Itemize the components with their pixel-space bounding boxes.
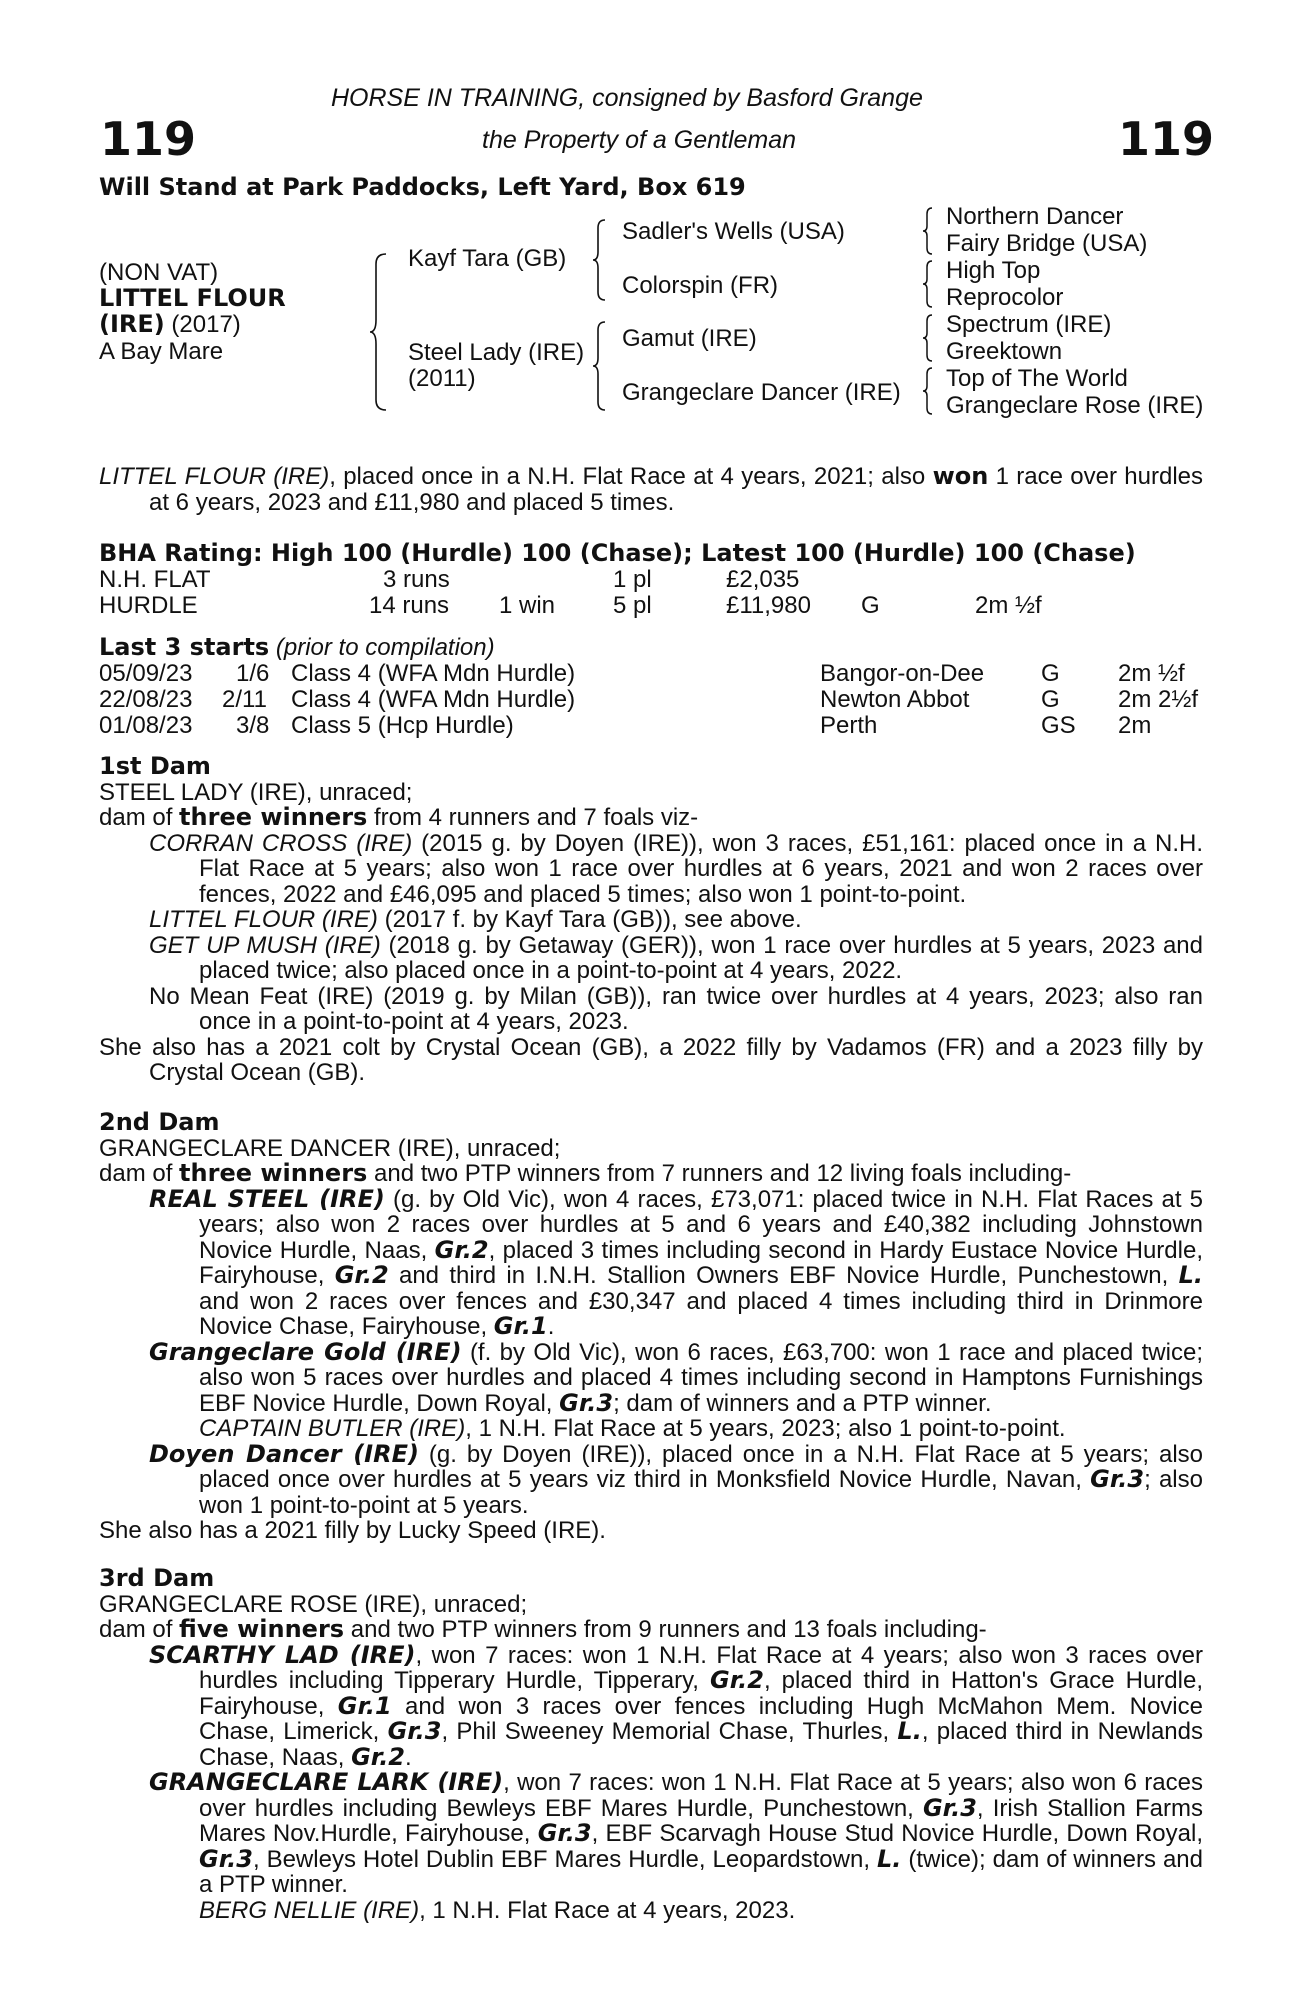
third-dam-entry-2-sub: BERG NELLIE (IRE), 1 N.H. Flat Race at 4 years, 2023. [199,1896,796,1924]
second-dam-entry-2-sub: CAPTAIN BUTLER (IRE), 1 N.H. Flat Race at 5 years, 2023; also 1 point-to-point. [199,1415,1066,1442]
dd-brace [921,366,935,416]
pedigree-ss-dam: Fairy Bridge (USA) [946,230,1148,257]
first-dam-entry-3: GET UP MUSH (IRE) (2018 g. by Getaway (GER)), won 1 race over hurdles at 5 years, 2023 and placed twice; also placed once in a point-to-point at 4 years, 2022. [149,931,1203,984]
second-dam-entry-2: Grangeclare Gold (IRE) (f. by Old Vic), won 6 races, £63,700: won 1 race and placed twice; also won 5 races over hurdles and placed 4 times including second in Hamptons Furnishings EBF Novice Hurdle, Down Royal, Gr.3; dam of winners and a PTP winner. [149,1337,1203,1417]
pedigree-ds-dam: Greektown [946,338,1063,365]
last3-course-2: Perth [820,712,878,739]
record-type-1: HURDLE [99,592,198,619]
lot-number-right: 119 [1118,112,1215,166]
ds-brace [921,313,935,363]
horse-country-year [99,312,241,338]
first-dam-name: STEEL LADY (IRE), unraced; [99,778,413,806]
pedigree-sd-sire: High Top [946,257,1041,284]
last3-going-0: G [1041,660,1060,687]
record-runs-0: 3 runs [383,566,450,593]
record-dist-1: 2m ½f [975,592,1042,619]
second-dam-entry-3: Doyen Dancer (IRE) (g. by Doyen (IRE)), placed once in a N.H. Flat Race at 5 years; also placed once over hurdles at 5 years viz third in Monksfield Novice Hurdle, Navan, Gr.3; also won 1 point-to-point at 5 years. [149,1439,1203,1519]
third-dam-record: dam of five winners and two PTP winners from 9 runners and 13 foals including- [99,1615,987,1643]
last3-dist-2: 2m [1118,712,1152,739]
last3-race-1: Class 4 (WFA Mdn Hurdle) [291,686,576,713]
record-prize-0: £2,035 [726,566,800,593]
pedigree-sire-dam: Colorspin (FR) [622,272,779,299]
pedigree-ds-sire: Spectrum (IRE) [946,311,1112,338]
vat-status: (NON VAT) [99,259,219,286]
first-dam-entry-2: LITTEL FLOUR (IRE) (2017 f. by Kayf Tara (GB)), see above. [149,906,802,933]
stand-location: Will Stand at Park Paddocks, Left Yard, Box 619 [99,173,746,201]
lot-number-left: 119 [100,112,197,166]
pedigree-dam-year: (2011) [408,365,476,392]
last3-race-2: Class 5 (Hcp Hurdle) [291,712,514,739]
last3-date-2: 01/08/23 [99,712,193,739]
record-runs-1: 14 runs [369,592,450,619]
last3-date-1: 22/08/23 [99,686,193,713]
second-dam-section [99,1110,1203,1544]
first-dam-section [99,754,1203,1086]
second-dam-entry-1: REAL STEEL (IRE) (g. by Old Vic), won 4 races, £73,071: placed twice in N.H. Flat Races at 5 years; also won 2 races over hurdles at 5 and 6 years and £40,382 including Johnstown Novice Hurdle, Naas, Gr.2, placed 3 times including second in Hardy Eustace Novice Hurdle, Fairyhouse, Gr.2 and third in I.N.H. Stallion Owners EBF Novice Hurdle, Punchestown, L. and won 2 races over fences and £30,347 and placed 4 times including third in Drinmore Novice Chase, Fairyhouse, Gr.1. [149,1184,1203,1340]
dam-brace [591,320,609,412]
record-pl-0: 1 pl [613,566,652,593]
first-dam-entry-1: CORRAN CROSS (IRE) (2015 g. by Doyen (IRE)), won 3 races, £51,161: placed once in a N.H. Flat Race at 5 years; also won 1 race over hurdles at 6 years, 2021 and won 2 races over fences, 2022 and £46,095 and placed 5 times; also won 1 point-to-point. [149,829,1203,908]
first-dam-entry-4: No Mean Feat (IRE) (2019 g. by Milan (GB)), ran twice over hurdles at 4 years, 2023; also ran once in a point-to-point at 4 years, 2023. [149,982,1203,1035]
last3-course-0: Bangor-on-Dee [820,660,985,687]
second-dam-name: GRANGECLARE DANCER (IRE), unraced; [99,1134,561,1162]
header-property: the Property of a Gentleman [482,126,797,154]
third-dam-section [99,1566,1203,1923]
third-dam-entry-2: GRANGECLARE LARK (IRE), won 7 races: won 1 N.H. Flat Race at 5 years; also won 6 races over hurdles including Bewleys EBF Mares Hurdle, Punchestown, Gr.3, Irish Stallion Farms Mares Nov.Hurdle, Fairyhouse, Gr.3, EBF Scarvagh House Stud Novice Hurdle, Down Royal, Gr.3, Bewleys Hotel Dublin EBF Mares Hurdle, Leopardstown, L. (twice); dam of winners and a PTP winner. [149,1768,1204,1898]
sd-brace [921,259,935,309]
pedigree-sire-sire: Sadler's Wells (USA) [622,218,845,245]
last3-heading: Last 3 starts (prior to compilation) [99,633,495,661]
third-dam-name: GRANGECLARE ROSE (IRE), unraced; [99,1590,528,1618]
first-dam-title: 1st Dam [99,752,211,780]
first-dam-also: She also has a 2021 colt by Crystal Ocean (GB), a 2022 filly by Vadamos (FR) and a 2023 filly by Crystal Ocean (GB). [99,1033,1203,1086]
first-dam-record: dam of three winners from 4 runners and 7 foals viz- [99,803,699,831]
record-type-0: N.H. FLAT [99,566,211,593]
last3-pos-0: 1/6 [236,660,270,687]
pedigree-dd-dam: Grangeclare Rose (IRE) [946,392,1204,419]
pedigree-dam: Steel Lady (IRE) [408,339,585,366]
pedigree-sire: Kayf Tara (GB) [408,245,567,272]
record-pl-1: 5 pl [613,592,652,619]
pedigree-ss-sire: Northern Dancer [946,203,1124,230]
bha-rating: BHA Rating: High 100 (Hurdle) 100 (Chase); Latest 100 (Hurdle) 100 (Chase) [99,539,1136,567]
last3-going-2: GS [1041,712,1076,739]
last3-course-1: Newton Abbot [820,686,970,713]
pedigree-dam-dam: Grangeclare Dancer (IRE) [622,379,901,406]
horse-description: A Bay Mare [99,338,224,365]
record-going-1: G [861,592,880,619]
third-dam-entry-1: SCARTHY LAD (IRE), won 7 races: won 1 N.H. Flat Race at 4 years; also won 3 races over hurdles including Tipperary Hurdle, Tipperary, Gr.2, placed third in Hatton's Grace Hurdle, Fairyhouse, Gr.1 and won 3 races over fences including Hugh McMahon Mem. Novice Chase, Limerick, Gr.3, Phil Sweeney Memorial Chase, Thurles, L., placed third in Newlands Chase, Naas, Gr.2. [149,1640,1203,1771]
pedigree-sd-dam: Reprocolor [946,284,1064,311]
horse-country: (IRE) [99,310,165,338]
ss-brace [921,206,935,256]
third-dam-title: 3rd Dam [99,1564,215,1592]
record-wins-1: 1 win [499,592,556,619]
pedigree-main-brace [368,252,390,412]
race-summary: LITTEL FLOUR (IRE), placed once in a N.H. Flat Race at 4 years, 2021; also won 1 race over hurdles at 6 years, 2023 and £11,980 and placed 5 times. [99,462,1204,516]
last3-date-0: 05/09/23 [99,660,193,687]
last3-pos-2: 3/8 [236,712,270,739]
horse-year: (2017) [164,311,241,338]
last3-dist-0: 2m ½f [1118,660,1185,687]
sire-brace [591,218,609,302]
record-prize-1: £11,980 [726,592,811,619]
last3-pos-1: 2/11 [222,686,267,713]
header-consignor: HORSE IN TRAINING, consigned by Basford Grange [331,84,923,112]
pedigree-dam-sire: Gamut (IRE) [622,325,757,352]
second-dam-also: She also has a 2021 filly by Lucky Speed (IRE). [99,1517,606,1544]
last3-race-0: Class 4 (WFA Mdn Hurdle) [291,660,576,687]
second-dam-title: 2nd Dam [99,1108,220,1136]
last3-dist-1: 2m 2½f [1118,686,1199,713]
horse-name: LITTEL FLOUR [99,284,286,312]
second-dam-record: dam of three winners and two PTP winners from 7 runners and 12 living foals including- [99,1159,1072,1187]
pedigree-dd-sire: Top of The World [946,365,1128,392]
last3-going-1: G [1041,686,1060,713]
